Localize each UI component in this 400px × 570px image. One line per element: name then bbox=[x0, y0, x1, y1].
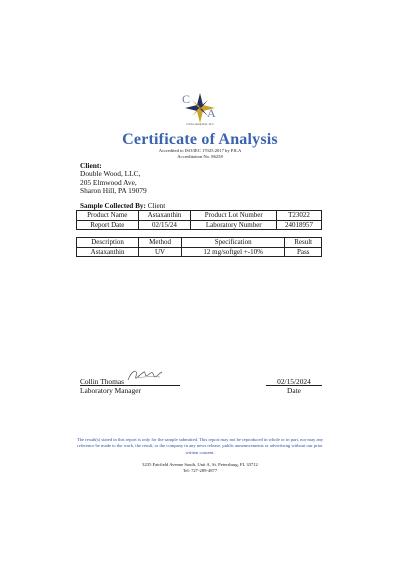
client-city: Sharon Hill, PA 19079 bbox=[80, 186, 147, 196]
table-row bbox=[77, 220, 322, 230]
table-cell: Astaxanthin bbox=[77, 247, 139, 257]
accreditation-number: Accreditation No. 86258 bbox=[177, 154, 223, 159]
page-title: Certificate of Analysis bbox=[122, 131, 278, 148]
column-header: Method bbox=[139, 238, 182, 248]
date-label: Date bbox=[287, 386, 301, 395]
logo-letter-c: C bbox=[182, 92, 191, 106]
results-table bbox=[76, 237, 322, 257]
table-cell: 12 mg/softgel +-10% bbox=[182, 247, 285, 257]
sample-collected-value: Client bbox=[147, 202, 166, 210]
signer-name: Collin Thomas bbox=[80, 377, 125, 386]
column-header: Specification bbox=[182, 238, 285, 248]
company-logo bbox=[174, 92, 226, 132]
table-row bbox=[77, 247, 322, 257]
client-block bbox=[80, 162, 147, 196]
signer-role: Laboratory Manager bbox=[80, 386, 141, 395]
sample-collected bbox=[80, 202, 165, 210]
logo-letter-a: A bbox=[207, 106, 216, 120]
table-cell: Product Lot Number bbox=[191, 211, 277, 221]
logo-tagline: Certus Analytical, LLC bbox=[186, 122, 214, 126]
column-header: Result bbox=[285, 238, 322, 248]
table-cell: Astaxanthin bbox=[138, 211, 191, 221]
client-name: Double Wood, LLC, bbox=[80, 169, 141, 179]
table-cell: 24018957 bbox=[277, 220, 322, 230]
accreditation-line: Accredited to ISO/IEC 17025:2017 by PJLA bbox=[158, 148, 242, 153]
signoff-date: 02/15/2024 bbox=[277, 377, 311, 386]
product-info-table bbox=[76, 210, 322, 230]
sample-collected-label: Sample Collected By: bbox=[80, 202, 146, 210]
company-address: 3235 Fairfield Avenue South, Unit A, St. Petersburg, FL 33712 bbox=[142, 462, 258, 467]
table-row bbox=[77, 211, 322, 221]
table-cell: Laboratory Number bbox=[191, 220, 277, 230]
client-street: 205 Elmwood Ave, bbox=[80, 177, 137, 187]
table-cell: 02/15/24 bbox=[138, 220, 191, 230]
disclaimer-text: The result(s) stated in this report is only for the sample submitted. This report may not be reproduced in whole or in part, nor may any reference be made to the work, the result, or the company in any news release, public announcements or advertising without our prior written consent. bbox=[76, 437, 324, 455]
table-cell: Report Date bbox=[77, 220, 139, 230]
table-cell: UV bbox=[139, 247, 182, 257]
company-phone: Tel: 727-289-4877 bbox=[182, 468, 218, 473]
table-cell: Product Name bbox=[77, 211, 139, 221]
column-header: Description bbox=[77, 238, 139, 248]
table-cell: T23022 bbox=[277, 211, 322, 221]
table-header-row bbox=[77, 238, 322, 248]
table-cell: Pass bbox=[285, 247, 322, 257]
client-label: Client: bbox=[80, 161, 102, 170]
